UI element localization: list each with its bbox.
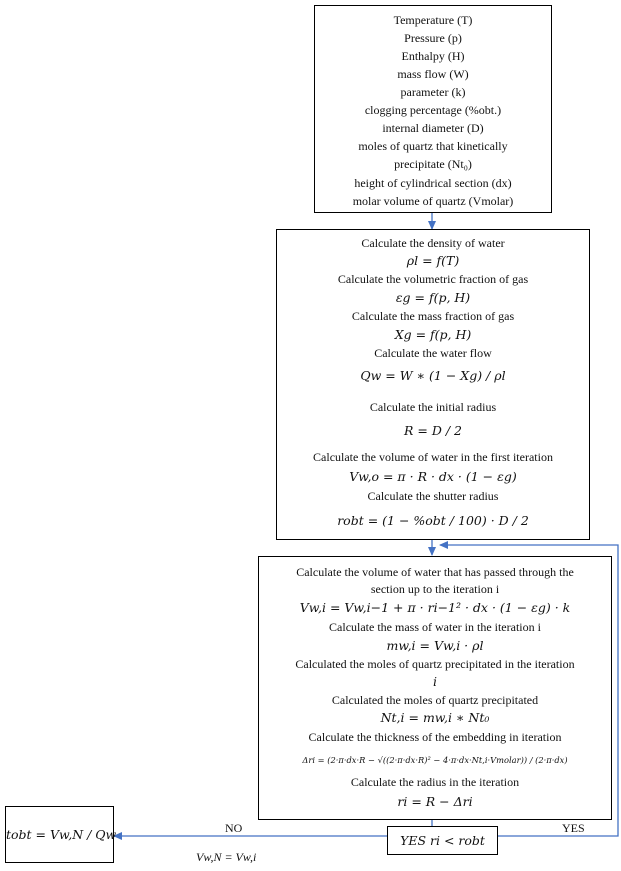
calc-equation: εg = f(p, H)	[395, 290, 471, 305]
loop-step-text: Calculated the moles of quartz precipitated in the iteration	[295, 657, 575, 671]
input-height-section: height of cylindrical section (dx)	[354, 176, 512, 190]
yes-label: YES	[562, 821, 585, 835]
calc-equation: ρl = f(T)	[406, 253, 460, 268]
loop-box	[258, 556, 612, 820]
input-internal-diameter: internal diameter (D)	[382, 121, 484, 135]
final-volume-label: Vw,N = Vw,i	[196, 850, 257, 864]
calc-equation-radius: R = D / 2	[404, 423, 462, 438]
input-molar-volume: molar volume of quartz (Vmolar)	[352, 194, 514, 208]
loop-equation: ri = R − Δri	[397, 794, 473, 809]
calc-equation: Vw,o = π · R · dx · (1 − εg)	[349, 469, 517, 484]
input-moles-quartz-2: precipitate (Nt₀)	[394, 157, 472, 171]
input-temperature: Temperature (T)	[393, 13, 473, 27]
calc-step-text: Calculate the shutter radius	[367, 489, 499, 503]
output-equation: tobt = Vw,N / Qw	[6, 827, 117, 842]
loop-equation: Vw,i = Vw,i−1 + π · ri−1² · dx · (1 − εg) · k	[299, 600, 571, 615]
loop-step-text: Calculate the radius in the iteration	[350, 775, 520, 789]
calc-step-text: Calculate the water flow	[374, 346, 492, 360]
calc-step-text: Calculate the density of water	[361, 236, 505, 250]
input-moles-quartz-1: moles of quartz that kinetically	[358, 139, 508, 153]
calc-step-text: Calculate the volume of water in the first iteration	[313, 450, 553, 464]
input-box	[314, 5, 552, 213]
calc-step-text: Calculate the volumetric fraction of gas	[337, 272, 529, 286]
input-clogging-percentage: clogging percentage (%obt.)	[364, 103, 502, 117]
loop-step-text: section up to the iteration i	[370, 582, 500, 596]
decision-condition: YES ri < robt	[400, 833, 485, 848]
calc-equation-shutter-radius: robt = (1 − %obt / 100) · D / 2	[337, 513, 529, 528]
input-pressure: Pressure (p)	[404, 31, 462, 45]
loop-equation: mw,i = Vw,i · ρl	[386, 638, 484, 653]
loop-step-text: Calculate the thickness of the embedding in iteration	[308, 730, 562, 744]
calc-box	[276, 229, 590, 540]
input-mass-flow: mass flow (W)	[397, 67, 469, 81]
calc-equation-water-flow: Qw = W ∗ (1 − Xg) / ρl	[360, 368, 506, 383]
no-label: NO	[225, 821, 243, 835]
input-parameter: parameter (k)	[400, 85, 466, 99]
calc-equation: Xg = f(p, H)	[394, 327, 472, 342]
loop-step-text: Calculate the mass of water in the iteration i	[329, 620, 541, 634]
calc-step-text: Calculate the mass fraction of gas	[351, 309, 515, 323]
decision-box	[387, 826, 498, 855]
calc-step-text: Calculate the initial radius	[369, 400, 497, 414]
loop-step-text: i	[433, 674, 437, 689]
loop-equation: Nt,i = mw,i ∗ Nt₀	[380, 710, 490, 725]
output-box	[5, 806, 117, 863]
input-enthalpy: Enthalpy (H)	[401, 49, 465, 63]
loop-step-text: Calculated the moles of quartz precipitated	[331, 693, 539, 707]
loop-step-text: Calculate the volume of water that has passed through the	[296, 565, 574, 579]
loop-equation-thickness: Δri = (2·π·dx·R − √((2·π·dx·R)² − 4·π·dx·Nt,i·Vmolar)) / (2·π·dx)	[302, 755, 568, 765]
